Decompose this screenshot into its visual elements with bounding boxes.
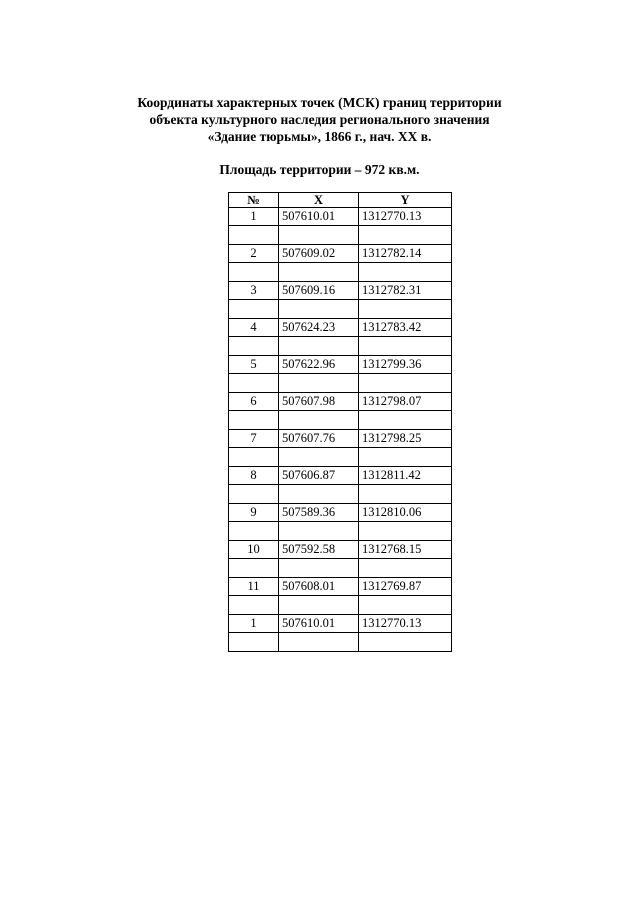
empty-cell <box>359 485 452 504</box>
y-coordinate-cell: 1312811.42 <box>359 467 452 485</box>
header-number: № <box>229 193 279 208</box>
point-number-cell: 11 <box>229 578 279 596</box>
y-coordinate-cell: 1312782.31 <box>359 282 452 300</box>
table-row <box>229 504 452 522</box>
empty-cell <box>359 300 452 319</box>
table-row <box>229 356 452 374</box>
title-line-2: объекта культурного наследия регионального значения <box>149 112 490 127</box>
y-coordinate-cell: 1312782.14 <box>359 245 452 263</box>
empty-cell <box>279 596 359 615</box>
empty-cell <box>359 411 452 430</box>
empty-cell <box>359 596 452 615</box>
x-coordinate-cell: 507609.16 <box>279 282 359 300</box>
y-coordinate-cell: 1312768.15 <box>359 541 452 559</box>
empty-cell <box>359 559 452 578</box>
table-spacer-row <box>229 226 452 245</box>
empty-cell <box>279 485 359 504</box>
point-number-cell: 9 <box>229 504 279 522</box>
empty-cell <box>229 300 279 319</box>
empty-cell <box>229 448 279 467</box>
point-number-cell: 6 <box>229 393 279 411</box>
empty-cell <box>229 374 279 393</box>
empty-cell <box>359 226 452 245</box>
document-title <box>0 94 639 145</box>
empty-cell <box>229 226 279 245</box>
table-header-row <box>229 193 452 208</box>
table-row <box>229 282 452 300</box>
table-row <box>229 393 452 411</box>
point-number-cell: 10 <box>229 541 279 559</box>
table-spacer-row <box>229 522 452 541</box>
table-spacer-row <box>229 411 452 430</box>
point-number-cell: 1 <box>229 615 279 633</box>
empty-cell <box>229 263 279 282</box>
empty-cell <box>359 448 452 467</box>
point-number-cell: 4 <box>229 319 279 337</box>
empty-cell <box>279 559 359 578</box>
x-coordinate-cell: 507608.01 <box>279 578 359 596</box>
y-coordinate-cell: 1312770.13 <box>359 615 452 633</box>
point-number-cell: 2 <box>229 245 279 263</box>
empty-cell <box>229 485 279 504</box>
empty-cell <box>279 374 359 393</box>
x-coordinate-cell: 507606.87 <box>279 467 359 485</box>
table-row <box>229 430 452 448</box>
empty-cell <box>279 300 359 319</box>
table-spacer-row <box>229 485 452 504</box>
point-number-cell: 3 <box>229 282 279 300</box>
y-coordinate-cell: 1312810.06 <box>359 504 452 522</box>
table-spacer-row <box>229 300 452 319</box>
table-row <box>229 467 452 485</box>
table-spacer-row <box>229 596 452 615</box>
x-coordinate-cell: 507624.23 <box>279 319 359 337</box>
header-x: X <box>279 193 359 208</box>
point-number-cell: 8 <box>229 467 279 485</box>
x-coordinate-cell: 507607.76 <box>279 430 359 448</box>
y-coordinate-cell: 1312798.07 <box>359 393 452 411</box>
y-coordinate-cell: 1312770.13 <box>359 208 452 226</box>
title-line-3: «Здание тюрьмы», 1866 г., нач. XX в. <box>207 129 432 144</box>
table-row <box>229 615 452 633</box>
empty-cell <box>359 263 452 282</box>
empty-cell <box>279 633 359 652</box>
y-coordinate-cell: 1312783.42 <box>359 319 452 337</box>
x-coordinate-cell: 507622.96 <box>279 356 359 374</box>
title-line-1: Координаты характерных точек (МСК) границ территории <box>137 95 502 110</box>
table-spacer-row <box>229 337 452 356</box>
empty-cell <box>229 337 279 356</box>
table-row <box>229 245 452 263</box>
empty-cell <box>279 226 359 245</box>
empty-cell <box>279 522 359 541</box>
territory-area: Площадь территории – 972 кв.м. <box>219 162 420 177</box>
y-coordinate-cell: 1312798.25 <box>359 430 452 448</box>
empty-cell <box>359 374 452 393</box>
x-coordinate-cell: 507610.01 <box>279 208 359 226</box>
y-coordinate-cell: 1312769.87 <box>359 578 452 596</box>
table-row <box>229 208 452 226</box>
x-coordinate-cell: 507607.98 <box>279 393 359 411</box>
point-number-cell: 5 <box>229 356 279 374</box>
header-y: Y <box>359 193 452 208</box>
empty-cell <box>229 633 279 652</box>
empty-cell <box>229 559 279 578</box>
table-spacer-row <box>229 633 452 652</box>
empty-cell <box>229 522 279 541</box>
empty-cell <box>279 448 359 467</box>
table-row <box>229 578 452 596</box>
table-spacer-row <box>229 263 452 282</box>
table-spacer-row <box>229 448 452 467</box>
empty-cell <box>359 337 452 356</box>
empty-cell <box>279 337 359 356</box>
table-spacer-row <box>229 559 452 578</box>
empty-cell <box>229 411 279 430</box>
x-coordinate-cell: 507609.02 <box>279 245 359 263</box>
empty-cell <box>229 596 279 615</box>
table-body <box>229 208 452 652</box>
x-coordinate-cell: 507610.01 <box>279 615 359 633</box>
coordinates-table <box>228 192 452 652</box>
empty-cell <box>359 522 452 541</box>
y-coordinate-cell: 1312799.36 <box>359 356 452 374</box>
x-coordinate-cell: 507589.36 <box>279 504 359 522</box>
table-spacer-row <box>229 374 452 393</box>
empty-cell <box>279 411 359 430</box>
table-row <box>229 319 452 337</box>
table-row <box>229 541 452 559</box>
point-number-cell: 1 <box>229 208 279 226</box>
x-coordinate-cell: 507592.58 <box>279 541 359 559</box>
point-number-cell: 7 <box>229 430 279 448</box>
empty-cell <box>359 633 452 652</box>
empty-cell <box>279 263 359 282</box>
